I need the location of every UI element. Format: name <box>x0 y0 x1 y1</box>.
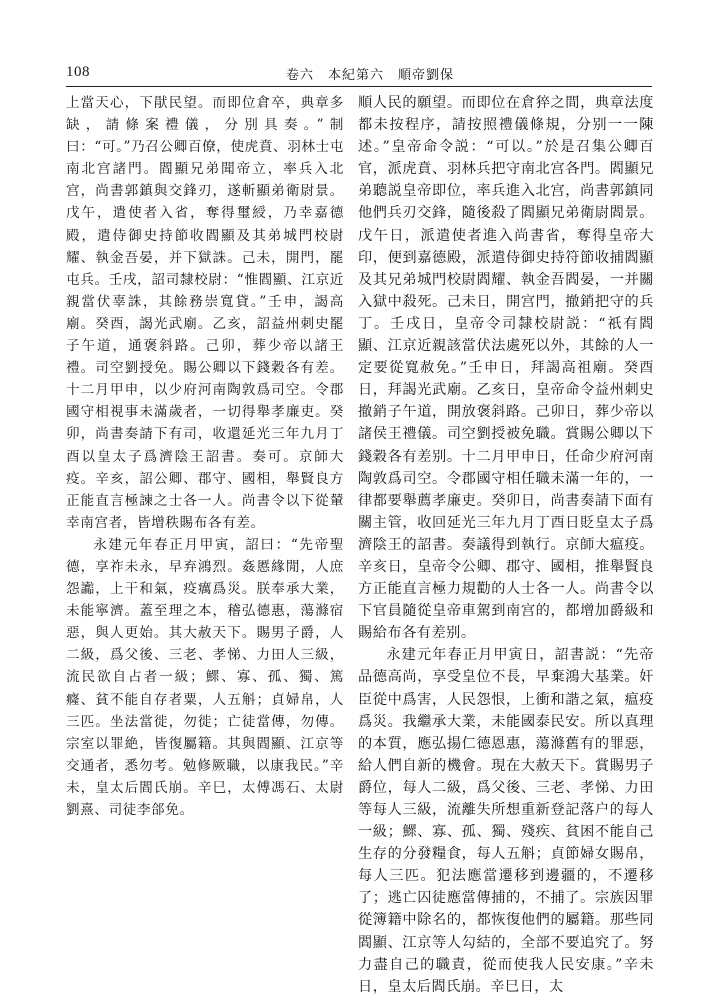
classical-paragraph: 上當天心，下猒民望。而即位倉卒，典章多缺，請條案禮儀，分別具奏。”制曰：“可。”乃召公卿百僚，使虎賁、羽林士屯南北宫諸門。閻顯兄弟聞帝立，率兵入北宫，尚書郭鎮與交鋒刃，遂斬顯弟衛尉景。戊午，遣使者入省，奪得璽綬，乃幸嘉德殿，遣侍御史持節收閻顯及其弟城門校尉耀、執金吾晏，并下獄誅。己未，開門，罷屯兵。壬戌，詔司隸校尉：“惟閻顯、江京近親當伏辜誅，其餘務崇寬貸。”壬申，謁高廟。癸酉，謁光武廟。乙亥，詔益州刺史罷子午道，通褒斜路。己卯，葬少帝以諸王禮。司空劉授免。賜公卿以下錢穀各有差。十二月甲申，以少府河南陶敦爲司空。令郡國守相視事未滿歲者，一切得舉孝廉吏。癸卯，尚書奏請下有司，收還延光三年九月丁酉以皇太子爲濟陰王詔書。奏可。京師大疫。辛亥，詔公卿、郡守、國相，舉賢良方正能直言極諫之士各一人。尚書令以下從輦幸南宫者，皆增秩賜布各有差。 <box>66 95 344 531</box>
translation-paragraph: 順人民的願望。而即位在倉猝之間，典章法度都未按程序，請按照禮儀條規，分别一一陳述。”皇帝命令説：“可以。”於是召集公卿百官，派虎賁、羽林兵把守南北宫各門。閻顯兄弟聽説皇帝即位，率兵進入北宫，尚書郭鎮同他們兵刃交鋒，隨後殺了閻顯兄弟衛尉閻景。戊午日，派遣使者進入尚書省，奪得皇帝大印，便到嘉德殿，派遣侍御史持符節收捕閻顯及其兄弟城門校尉閻耀、執金吾閻晏，一并關入獄中殺死。己未日，開宫門，撤銷把守的兵丁。壬戌日，皇帝令司隸校尉説：“祇有閻顯、江京近親該當伏法處死以外，其餘的人一定要從寬赦免。”壬申日，拜謁高祖廟。癸酉日，拜謁光武廟。乙亥日，皇帝命令益州刺史撤銷子午道，開放褒斜路。己卯日，葬少帝以諸侯王禮儀。司空劉授被免職。賞賜公卿以下錢穀各有差别。十二月甲申日，任命少府河南陶敦爲司空。令郡國守相任職未滿一年的，一律都要舉薦孝廉吏。癸卯日，尚書奏請下面有關主管，收回延光三年九月丁酉日貶皇太子爲濟陰王的詔書。奏議得到執行。京師大瘟疫。辛亥日，皇帝令公卿、郡守、國相，推舉賢良方正能直言極力規勸的人士各一人。尚書令以下官員隨從皇帝車駕到南宫的，都增加爵級和賜給布各有差别。 <box>358 95 654 642</box>
classical-paragraph: 永建元年春正月甲寅，詔曰：“先帝聖德，享祚未永，早弃鴻烈。姦慝緣閒，人庶怨讟，上干和氣，疫癘爲災。朕奉承大業，未能寧濟。蓋至理之本，稽弘德惠，蕩滌宿惡，與人更始。其大赦天下。賜男子爵，人二級，爲父後、三老、孝悌、力田人三級，流民欲自占者一級；鰥、寡、孤、獨、篤癃、貧不能自存者粟，人五斛；貞婦帛，人三匹。坐法當徙，勿徙；亡徒當傳，勿傳。宗室以罪絶，皆復屬籍。其與閻顯、江京等交通者，悉勿考。勉修厥職，以康我民。”辛未，皇太后閻氏崩。辛巳，太傅馮石、太尉劉熹、司徒李郃免。 <box>66 536 344 818</box>
translation-paragraph: 永建元年春正月甲寅日，詔書説：“先帝品德高尚，享受皇位不長，早棄鴻大基業。奸臣從中爲害，人民怨恨，上衝和諧之氣，瘟疫爲災。我繼承大業，未能國泰民安。所以真理的本質，應弘揚仁德恩惠，蕩滌舊有的罪惡，給人們自新的機會。現在大赦天下。賞賜男子爵位，每人二級，爲父後、三老、孝悌、力田等每人三級，流離失所想重新登記落户的每人一級；鰥、寡、孤、獨、殘疾、貧困不能自己生存的分發糧食，每人五斛；貞節婦女賜帛，每人三匹。犯法應當遷移到邊疆的，不遷移了；逃亡囚徒應當傳捕的，不捕了。宗族因罪從簿籍中除名的，都恢復他們的屬籍。那些同閻顯、江京等人勾結的，全部不要追究了。努力盡自己的職責，從而使我人民安康。”辛未日，皇太后閻氏崩。辛巳日，太 <box>358 647 654 995</box>
running-head: 卷六 本紀第六 順帝劉保 <box>286 68 455 83</box>
translation-column <box>358 92 654 998</box>
classical-text-column <box>66 92 344 821</box>
page-number: 108 <box>66 64 90 80</box>
header-rule <box>66 86 652 87</box>
page-header <box>66 62 652 86</box>
